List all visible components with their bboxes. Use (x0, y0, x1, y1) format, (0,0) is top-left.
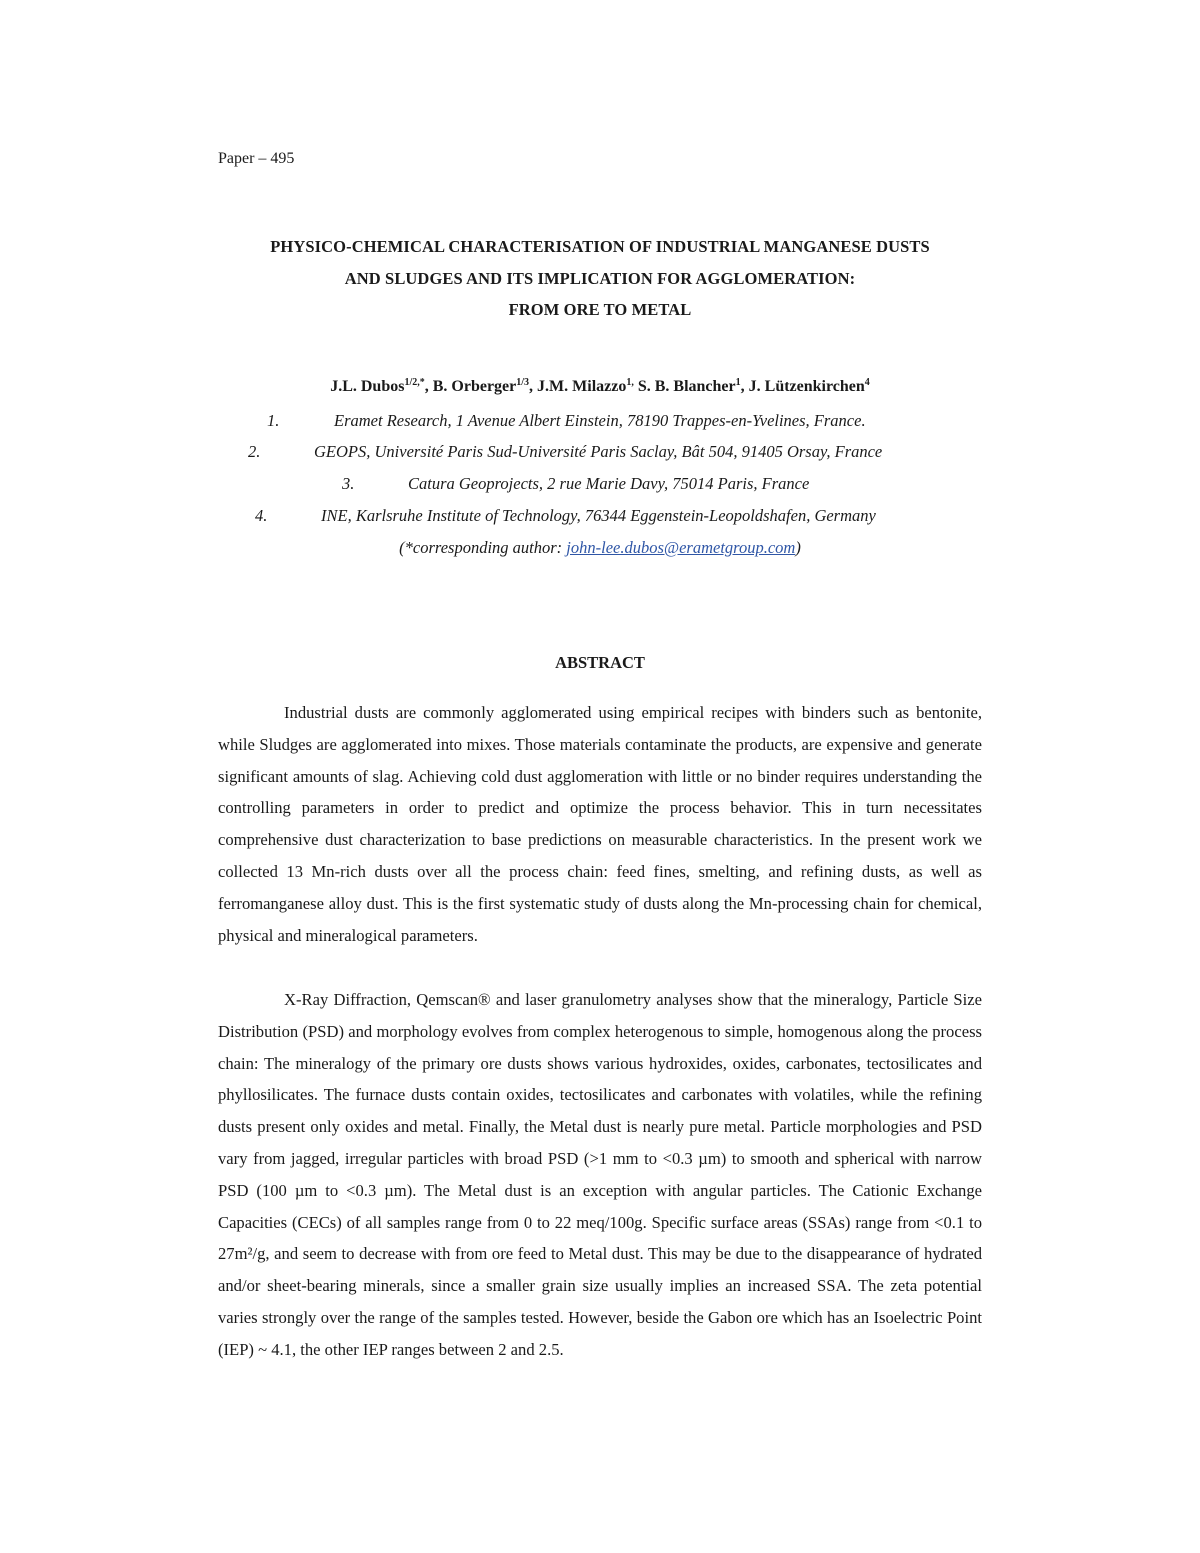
affiliation-4 (0, 506, 1200, 530)
title-line-2: AND SLUDGES AND ITS IMPLICATION FOR AGGLOMERATION: (344, 269, 856, 288)
abstract-paragraph-2 (218, 984, 982, 1366)
author-affiliation-marker: 1, (626, 377, 634, 388)
abstract-paragraph-1 (218, 697, 982, 951)
abstract-paragraph-text: Industrial dusts are commonly agglomerated using empirical recipes with binders such as bentonite, while Sludges are agglomerated into mixes. Those materials contaminate the products, are expensive and generate significant amounts of slag. Achieving cold dust agglomeration with little or no binder requires understanding the controlling parameters in order to predict and optimize the process behavior. This in turn necessitates comprehensive dust characterization to base predictions on measurable characteristics. In the present work we collected 13 Mn-rich dusts over all the process chain: feed fines, smelting, and refining dusts, as well as ferromanganese alloy dust. This is the first systematic study of dusts along the Mn-processing chain for chemical, physical and mineralogical parameters. (218, 703, 982, 945)
author-affiliation-marker: 1/2,* (404, 377, 425, 388)
corresponding-prefix: (*corresponding author: (399, 538, 567, 557)
affiliation-text: GEOPS, Université Paris Sud-Université Paris Saclay, Bât 504, 91405 Orsay, France (314, 442, 883, 461)
affiliation-number: 4. (255, 506, 268, 525)
affiliation-number: 2. (248, 442, 261, 461)
affiliation-text: INE, Karlsruhe Institute of Technology, 76344 Eggenstein-Leopoldshafen, Germany (321, 506, 876, 525)
author-name: J.L. Dubos (330, 378, 405, 395)
author-name: J.M. Milazzo (537, 378, 627, 395)
title-line-1: PHYSICO-CHEMICAL CHARACTERISATION OF INDUSTRIAL MANGANESE DUSTS (270, 237, 930, 256)
abstract-heading: ABSTRACT (555, 653, 645, 672)
author-affiliation-marker: 1 (735, 377, 741, 388)
author-name: B. Orberger (432, 378, 517, 395)
author-list: J.L. Dubos$^{1/2,*}$, B. Orberger$^{1/3}$, J.M. Milazzo$^{1,}$ S. B. Blancher$^1$, J. Lützenkirchen$^4$ (330, 377, 870, 395)
abstract-paragraph-text: X-Ray Diffraction, Qemscan® and laser granulometry analyses show that the mineralogy, Particle Size Distribution (PSD) and morphology evolves from complex heterogenous to simple, homogenous along the process chain: The mineralogy of the primary ore dusts shows various hydroxides, oxides, carbonates, tectosilicates and phyllosilicates. The furnace dusts contain oxides, tectosilicates and carbonates with volatiles, while the refining dusts present only oxides and metal. Finally, the Metal dust is nearly pure metal. Particle morphologies and PSD vary from jagged, irregular particles with broad PSD (>1 mm to <0.3 µm) to smooth and spherical with narrow PSD (100 µm to <0.3 µm). The Metal dust is an exception with angular particles. The Cationic Exchange Capacities (CECs) of all samples range from 0 to 22 meq/100g. Specific surface areas (SSAs) range from <0.1 to 27m²/g, and seem to decrease with from ore feed to Metal dust. This may be due to the disappearance of hydrated and/or sheet-bearing minerals, since a smaller grain size usually implies an increased SSA. The zeta potential varies strongly over the range of the samples tested. However, beside the Gabon ore which has an Isoelectric Point (IEP) ~ 4.1, the other IEP ranges between 2 and 2.5. (218, 990, 982, 1359)
author-affiliation-marker: 4 (864, 377, 870, 388)
affiliation-text: Eramet Research, 1 Avenue Albert Einstein, 78190 Trappes-en-Yvelines, France. (334, 411, 866, 430)
corresponding-suffix: ) (795, 538, 801, 557)
corresponding-author (150, 538, 1050, 558)
affiliation-2 (0, 442, 1200, 466)
affiliation-text: Catura Geoprojects, 2 rue Marie Davy, 75014 Paris, France (408, 474, 810, 493)
affiliation-3 (0, 474, 1200, 498)
paper-number: Paper – 495 (218, 150, 295, 167)
email-link[interactable]: john-lee.dubos@erametgroup.com (566, 538, 796, 557)
author-name: J. Lützenkirchen (748, 378, 865, 395)
author-affiliation-marker: 1/3 (516, 377, 530, 388)
author-name: S. B. Blancher (637, 378, 736, 395)
affiliation-1 (0, 411, 1200, 435)
affiliation-number: 3. (342, 474, 355, 493)
affiliation-number: 1. (267, 411, 280, 430)
title-line-3: FROM ORE TO METAL (508, 300, 692, 319)
